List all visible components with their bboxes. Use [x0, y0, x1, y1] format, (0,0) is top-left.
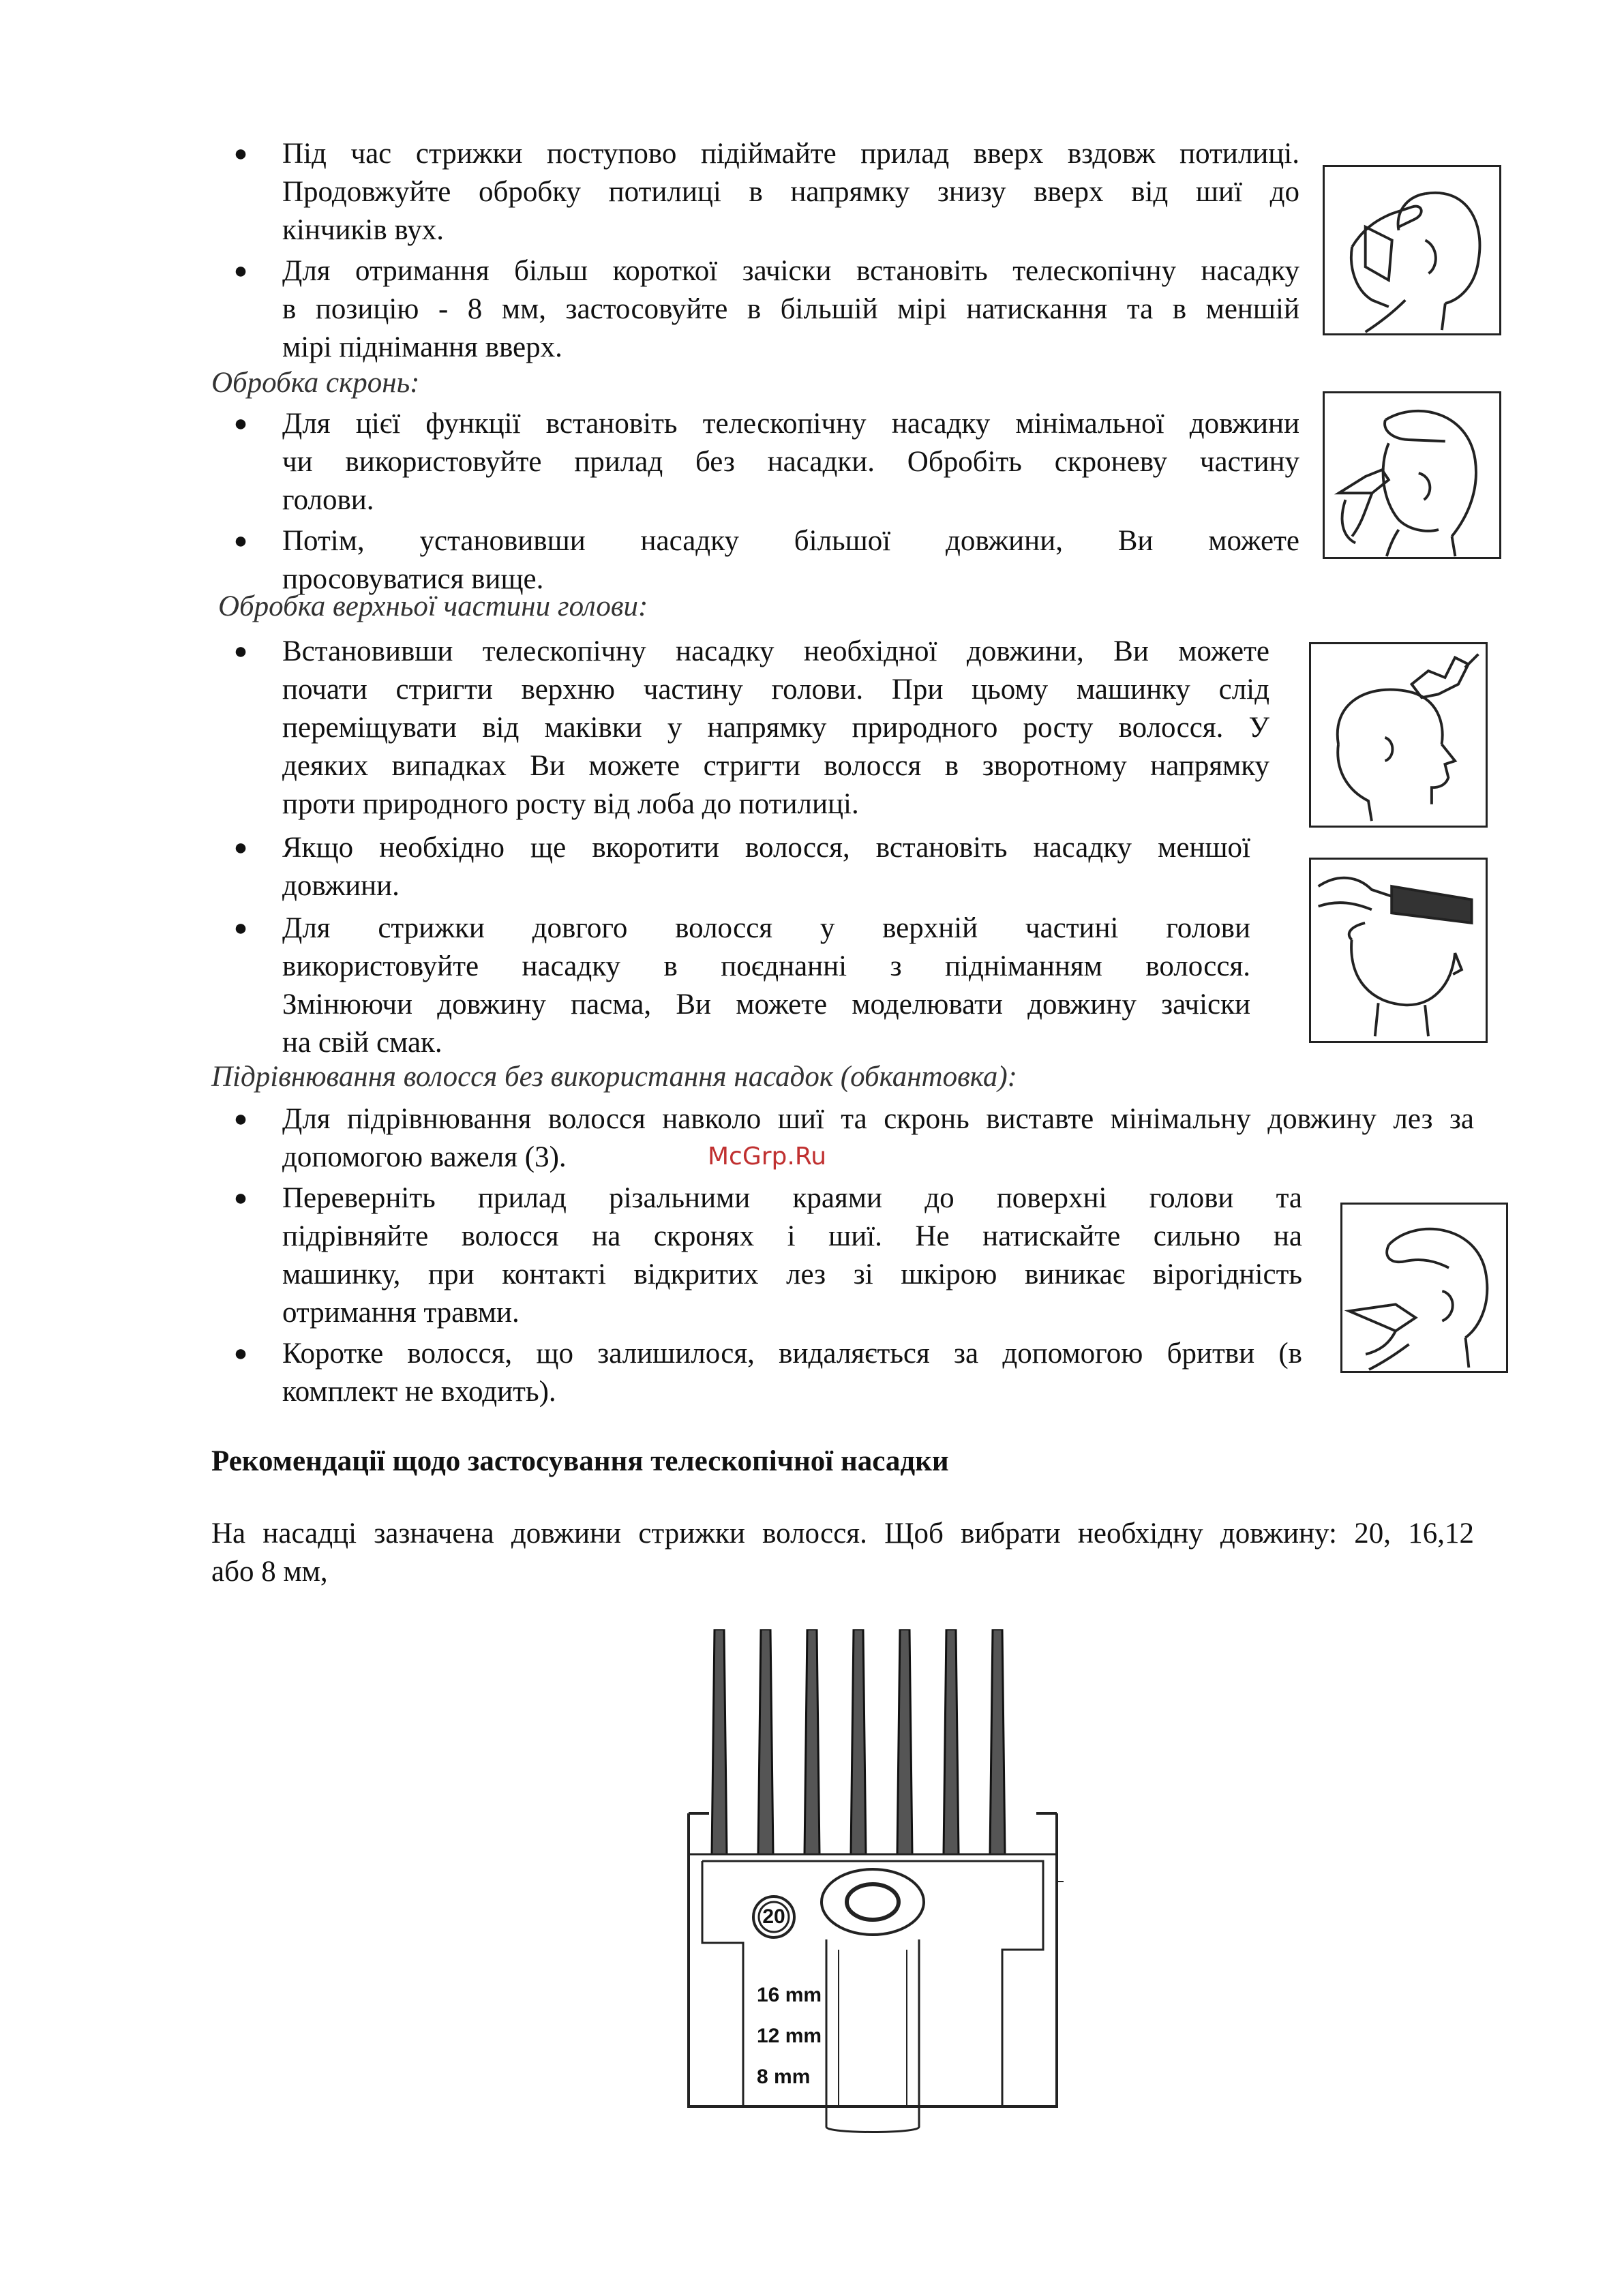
bullet: ●: [233, 1106, 248, 1132]
bullet: ●: [233, 258, 248, 284]
paragraph-line: переміщувати від маківки у напрямку природного росту волосся. У: [282, 712, 1269, 744]
paragraph-line: використовуйте насадку в поєднанні з підніманням волосся.: [282, 950, 1250, 982]
section-heading-trim: Підрівнювання волосся без використання насадок (обкантовка):: [211, 1061, 1017, 1093]
paragraph-line: проти природного росту від лоба до потилиці.: [282, 788, 859, 820]
watermark: McGrp.Ru: [708, 1143, 827, 1170]
bullet: ●: [233, 528, 248, 554]
section-heading-top: Обробка верхньої частини голови:: [218, 590, 648, 622]
paragraph-line: мірі піднімання вверх.: [282, 331, 562, 363]
length-label: 8 mm: [757, 2066, 811, 2088]
bullet: ●: [233, 411, 248, 436]
haircut-illustration-temple: [1323, 391, 1501, 559]
paragraph-line: голови.: [282, 484, 374, 516]
paragraph-line: Змінюючи довжину пасма, Ви можете моделювати довжину зачіски: [282, 988, 1250, 1021]
paragraph-line: комплект не входить).: [282, 1376, 556, 1408]
paragraph-line: кінчиків вух.: [282, 214, 444, 246]
bullet: ●: [233, 1185, 248, 1211]
paragraph-line: Коротке волосся, що залишилося, видаляється за допомогою бритви (в: [282, 1338, 1302, 1370]
paragraph-line: Для стрижки довгого волосся у верхній частині голови: [282, 912, 1250, 944]
paragraph-line: чи використовуйте прилад без насадки. Обробіть скроневу частину: [282, 446, 1299, 478]
section-heading-temples: Обробка скронь:: [211, 367, 420, 399]
paragraph-line: Під час стрижки поступово підіймайте прилад вверх вздовж потилиці.: [282, 138, 1299, 170]
paragraph-line: Продовжуйте обробку потилиці в напрямку знизу вверх від шиї до: [282, 176, 1299, 208]
length-label: 16 mm: [757, 1984, 822, 2006]
paragraph-line: На насадці зазначена довжини стрижки волосся. Щоб вибрати необхідну довжину: 20, 16,12: [211, 1517, 1474, 1550]
length-badge: 20: [762, 1905, 785, 1928]
paragraph-line: Встановивши телескопічну насадку необхідної довжини, Ви можете: [282, 635, 1269, 667]
telescopic-comb-figure: [682, 1629, 1064, 2134]
paragraph-line: отримання травми.: [282, 1297, 520, 1329]
paragraph-line: Для отримання більш короткої зачіски встановіть телескопічну насадку: [282, 255, 1299, 287]
paragraph-line: Для підрівнювання волосся навколо шиї та скронь виставте мінімальну довжину лез за: [282, 1103, 1474, 1135]
paragraph-line: довжини.: [282, 870, 400, 902]
bullet: ●: [233, 835, 248, 860]
paragraph-line: машинку, при контакті відкритих лез зі шкірою виникає вірогідність: [282, 1258, 1302, 1290]
haircut-illustration-crown: [1309, 642, 1488, 828]
paragraph-line: просовуватися вище.: [282, 563, 544, 595]
lock-ring-icon: [822, 1869, 924, 1935]
haircut-illustration-long-hair: [1309, 858, 1488, 1043]
bullet: ●: [233, 916, 248, 941]
paragraph-line: Переверніть прилад різальними краями до поверхні голови та: [282, 1182, 1302, 1214]
paragraph-line: Потім, установивши насадку більшої довжини, Ви можете: [282, 525, 1299, 557]
haircut-illustration-trim: [1340, 1203, 1508, 1373]
bullet: ●: [233, 141, 248, 166]
paragraph-line: або 8 мм,: [211, 1556, 328, 1588]
paragraph-line: підрівняйте волосся на скронях і шиї. Не натискайте сильно на: [282, 1220, 1302, 1252]
section-title: Рекомендації щодо застосування телескопічної насадки: [211, 1445, 949, 1477]
paragraph-line: в позицію - 8 мм, застосовуйте в більшій мірі натискання та в меншій: [282, 293, 1299, 325]
paragraph-line: почати стригти верхню частину голови. При цьому машинку слід: [282, 674, 1269, 706]
paragraph-line: Якщо необхідно ще вкоротити волосся, встановіть насадку меншої: [282, 832, 1250, 864]
paragraph-line: допомогою важеля (3).: [282, 1141, 567, 1173]
paragraph-line: Для цієї функції встановіть телескопічну насадку мінімальної довжини: [282, 408, 1299, 440]
paragraph-line: на свій смак.: [282, 1027, 442, 1059]
bullet: ●: [233, 1341, 248, 1366]
length-label: 12 mm: [757, 2025, 822, 2047]
paragraph-line: деяких випадках Ви можете стригти волосся в зворотному напрямку: [282, 750, 1269, 782]
haircut-illustration-nape: [1323, 165, 1501, 335]
comb-teeth: [712, 1629, 1005, 1854]
bullet: ●: [233, 639, 248, 664]
